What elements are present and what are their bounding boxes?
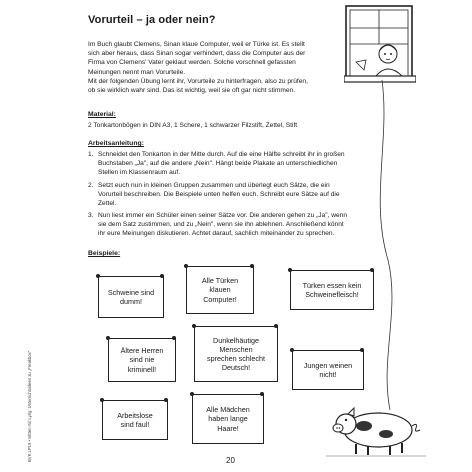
- example-sign: [98, 276, 164, 318]
- sign-line: Arbeitslose: [117, 410, 153, 420]
- example-sign: [292, 350, 364, 390]
- pin: [160, 274, 164, 278]
- intro-paragraph: [88, 40, 388, 95]
- sign-line: nicht!: [319, 370, 337, 379]
- example-sign: [186, 266, 254, 314]
- pin: [192, 324, 196, 328]
- intro-line: Firma von Clemens' Vater geklaut werden. Solche vorschnell gefassten: [88, 59, 296, 67]
- step-number: 3.: [88, 212, 94, 219]
- intro-line: Mit der folgenden Übung lernt ihr, Vorurteile zu hinterfragen, also zu prüfen,: [88, 77, 308, 85]
- sign-line: Menschen: [219, 344, 253, 354]
- intro-line: Meinungen nennt man Vorurteile.: [88, 68, 186, 76]
- sign-line: Türken essen kein: [302, 280, 362, 290]
- sign-line: Alle Mädchen: [206, 405, 250, 415]
- pig-illustration: [326, 400, 426, 458]
- sign-line: Haare!: [217, 423, 239, 433]
- step-line: ihr eure Meinungen diskutieren. Achtet darauf, sachlich miteinander zu sprechen.: [98, 230, 335, 238]
- pin: [172, 336, 176, 340]
- pin: [288, 268, 292, 272]
- pin: [164, 398, 168, 402]
- step-line: Schneidet den Tonkarton in der Mitte durch. Auf die eine Hälfte schreibt ihr in großen: [98, 151, 345, 158]
- intro-line: sich aber heraus, dass Sinan sogar verhindert, dass die Computer aus der: [88, 50, 306, 58]
- sign-line: sind faul!: [120, 420, 150, 429]
- side-copyright-text: BVK LP15 • Mitten mit Lyrig: Unterrichtsideen zu „Freakbox": [27, 350, 32, 462]
- pin: [100, 398, 104, 402]
- intro-line: ob sie wirklich wahr sind. Das ist wichtig, weil sie oft gar nicht stimmen.: [88, 87, 296, 95]
- instructions-heading: Arbeitsanleitung:: [88, 140, 144, 147]
- material-heading: Material:: [88, 111, 116, 118]
- example-sign: [290, 270, 374, 310]
- sign-line: Deutsch!: [221, 363, 251, 373]
- sign-line: klauen: [209, 285, 231, 295]
- pin: [360, 348, 364, 352]
- pin: [274, 324, 278, 328]
- pin: [190, 392, 194, 396]
- pin: [250, 264, 254, 268]
- step-number: 1.: [88, 151, 94, 158]
- sign-line: sprechen schlecht: [207, 354, 265, 363]
- examples-heading: Beispiele:: [88, 250, 121, 257]
- step-line: Buchstaben „Ja", auf die andere „Nein". Hängt beide Plakate an unterschiedlichen: [98, 160, 338, 168]
- instruction-step-3: [98, 211, 347, 239]
- example-sign: [194, 326, 278, 382]
- sign-line: haben lange: [208, 414, 248, 424]
- instruction-step-2: [98, 181, 340, 209]
- material-text: 2 Tonkartonbögen in DIN A3, 1 Schere, 1 schwarzer Filzstift, Zettel, Stift: [88, 122, 298, 129]
- sign-line: Schweine sind: [107, 287, 155, 297]
- pin: [106, 336, 110, 340]
- step-number: 2.: [88, 182, 94, 189]
- pin: [290, 348, 294, 352]
- pin: [96, 274, 100, 278]
- step-line: Vorurteil beschreiben. Die Beispiele unten helfen euch. Schreibt eure Sätze auf die: [98, 191, 340, 199]
- pin: [184, 264, 188, 268]
- example-sign: [108, 338, 176, 382]
- sign-line: Dunkelhäutige: [213, 335, 259, 345]
- pin: [370, 268, 374, 272]
- example-sign: [102, 400, 168, 440]
- sign-line: kriminell!: [127, 364, 157, 374]
- sign-line: Schweinefleisch!: [305, 290, 359, 299]
- sign-line: Jungen weinen: [303, 360, 353, 370]
- page-number: 20: [226, 456, 235, 465]
- example-sign: [192, 394, 264, 444]
- step-line: Nun liest immer ein Schüler einen seiner Sätze vor. Die anderen gehen zu „Ja", wenn: [98, 212, 348, 219]
- sign-line: Ältere Herren: [120, 346, 164, 356]
- instruction-step-1: [98, 150, 345, 178]
- sign-line: sind nie: [129, 355, 155, 365]
- page-title: Vorurteil – ja oder nein?: [88, 14, 216, 26]
- step-line: sie dem Satz zustimmen, und zu „Nein", wenn sie ihn ablehnen. Anschließend könnt: [98, 221, 344, 229]
- intro-line: Im Buch glaubt Clemens, Sinan klaue Computer, weil er Türke ist. Es stellt: [88, 41, 305, 48]
- step-line: Stellen im Klassenraum auf.: [98, 169, 181, 177]
- step-line: Setzt euch nun in kleinen Gruppen zusammen und überlegt euch Sätze, die ein: [98, 182, 330, 189]
- sign-line: Alle Türken: [201, 276, 239, 286]
- sign-line: Computer!: [203, 294, 237, 304]
- pin: [260, 392, 264, 396]
- step-line: Zettel.: [98, 200, 117, 208]
- sign-line: dumm!: [120, 297, 142, 306]
- hanging-string: [360, 80, 420, 410]
